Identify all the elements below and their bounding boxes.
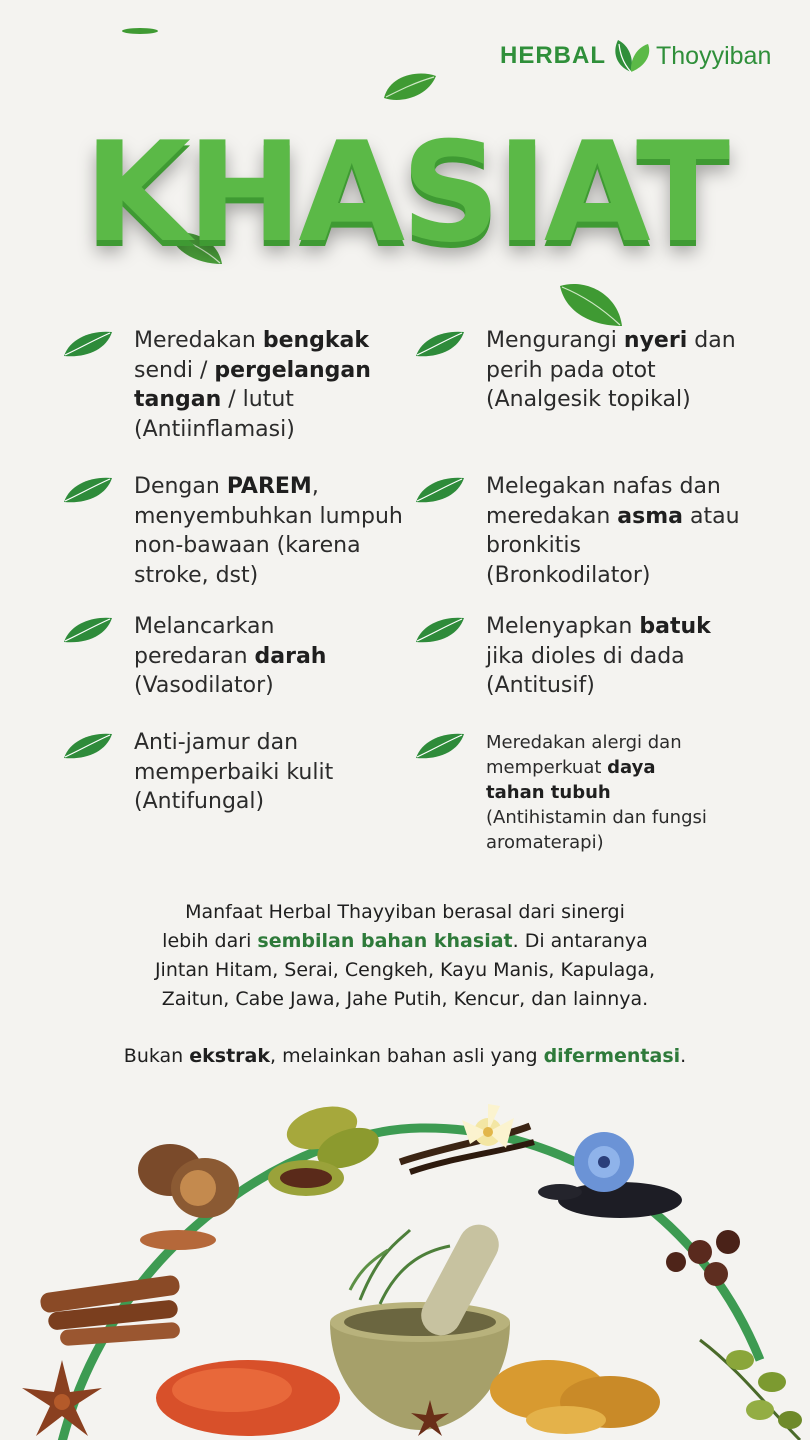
benefit-text: , menyembuhkan lumpuh non-bawaan (karena stroke, dst) [134, 474, 403, 588]
leaf-icon [62, 730, 114, 760]
benefit-text: dan perih pada otot (Analgesik topikal) [486, 328, 736, 412]
leaf-icon [414, 474, 466, 504]
paragraph-text: lebih dari [162, 930, 258, 952]
benefit-text: Melegakan nafas dan meredakan [486, 474, 721, 529]
paragraph-highlight: ekstrak [189, 1045, 271, 1067]
paragraph-highlight: difermentasi [543, 1045, 681, 1067]
paragraph-text: . [680, 1045, 687, 1067]
benefit-highlight: batuk [639, 614, 711, 639]
benefit-text: / lutut (Antiinflamasi) [134, 387, 295, 442]
paragraph-text: Bukan [123, 1045, 190, 1067]
brand-name: Thoyyiban [656, 41, 772, 70]
leaf-icon [62, 474, 114, 504]
benefit-highlight: pergelangan tangan [134, 357, 371, 412]
paragraph-line [40, 927, 770, 956]
leaf-icon [414, 614, 466, 644]
paragraph-line: Jintan Hitam, Serai, Cengkeh, Kayu Manis, Kapulaga, [154, 959, 656, 981]
benefit-text: (Vasodilator) [134, 673, 274, 698]
brand-herbal: HERBAL [500, 42, 606, 69]
benefit-text: Melancarkan peredaran [134, 614, 275, 669]
benefit-highlight: darah [254, 643, 327, 669]
herbs-illustration [0, 1090, 810, 1440]
paragraph-line: Manfaat Herbal Thayyiban berasal dari sinergi [185, 901, 625, 923]
benefit-text: jika dioles di dada (Antitusif) [486, 643, 685, 698]
benefit-text: sendi / [134, 357, 215, 383]
leaf-icon [414, 730, 466, 760]
closing-statement [40, 1042, 770, 1071]
brand-leaf-icon [608, 36, 654, 76]
benefit-highlight: bengkak [262, 328, 370, 353]
brand-logo [500, 36, 771, 76]
leaf-icon [62, 614, 114, 644]
leaf-icon [414, 328, 466, 358]
paragraph-text: . Di antaranya [512, 930, 648, 952]
leaf-icon [120, 24, 160, 38]
leaf-icon [380, 68, 440, 104]
benefit-highlight: PAREM [226, 474, 312, 499]
benefit-highlight: daya tahan tubuh [486, 757, 656, 803]
benefit-text: (Antihistamin dan fungsi aromaterapi) [486, 807, 707, 853]
benefit-text: Melenyapkan [486, 614, 640, 639]
page-title: KHASIAT [83, 112, 727, 273]
benefit-text: Meredakan alergi dan memperkuat [486, 732, 682, 778]
leaf-icon [62, 328, 114, 358]
paragraph-text: , melainkan bahan asli yang [270, 1045, 544, 1067]
benefit-highlight: nyeri [623, 328, 688, 353]
benefit-text: Meredakan [134, 328, 263, 353]
leaf-icon [556, 280, 626, 330]
benefit-text: Dengan [134, 474, 227, 499]
benefit-text: Mengurangi [486, 328, 624, 353]
benefit-text: atau bronkitis (Bronkodilator) [486, 503, 740, 588]
benefit-text: Anti-jamur dan memperbaiki kulit (Antifungal) [134, 730, 334, 814]
paragraph-line: Zaitun, Cabe Jawa, Jahe Putih, Kencur, dan lainnya. [161, 988, 649, 1010]
paragraph-highlight: sembilan bahan khasiat [257, 930, 513, 952]
description-paragraph [40, 898, 770, 1014]
benefit-highlight: asma [617, 503, 683, 529]
